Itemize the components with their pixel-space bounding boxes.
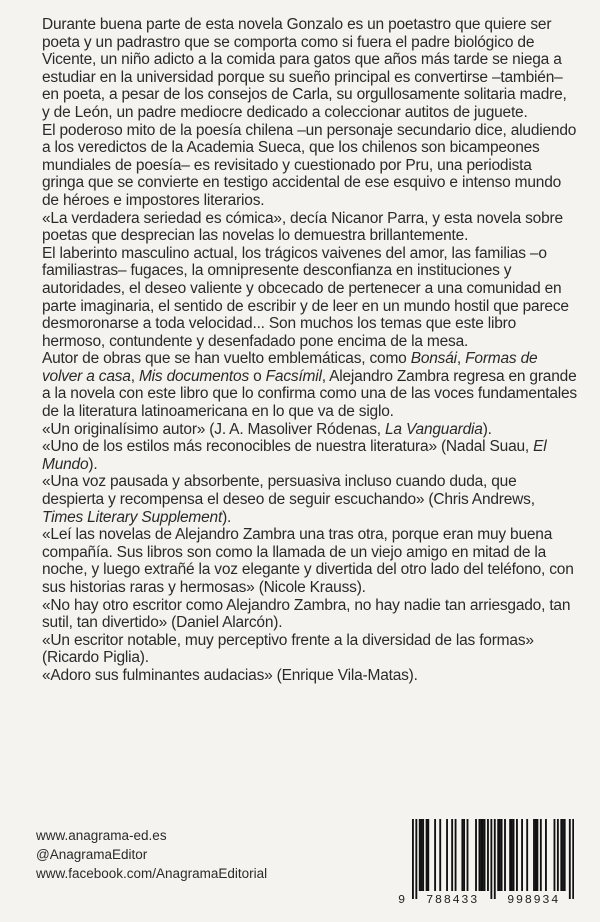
barcode-bar [504, 819, 506, 891]
barcode-bar [482, 819, 484, 891]
barcode-bar [422, 819, 424, 891]
text-run: «No hay otro escritor como Alejandro Zambra, no hay nadie tan arriesgado, tan sutil, tan divertido» (Daniel Alarcón). [42, 596, 571, 632]
paragraph [42, 473, 577, 526]
barcode-bar [455, 819, 457, 891]
text-run: , Alejandro Zambra regresa en grande a la novela con este libro que lo confirma como una de las voces fundamentales de la literatura latinoamericana en lo que va de siglo. [42, 367, 577, 421]
barcode-bar [475, 819, 477, 891]
barcode-bar [479, 819, 481, 891]
barcode-bar [463, 819, 465, 891]
barcode-bar [480, 819, 482, 891]
text-run: El laberinto masculino actual, los trágicos vaivenes del amor, las familias –o familiastras– fugaces, la omnipresente desconfianza en instituciones y autoridades, el deseo valiente y obcecado de pertenecer a una comunidad en parte imaginaria, el sentido de escribir y de leer en un mundo hostil que parece desmoronarse a toda velocidad... Son muchos los temas que este libro hermoso, contundente y desenfadado pone encima de la mesa. [42, 244, 569, 350]
barcode-bar [533, 819, 535, 891]
barcode-bar [572, 819, 574, 899]
barcode-bar [569, 819, 571, 899]
paragraph [42, 421, 577, 439]
barcode-bar [557, 819, 559, 891]
text-run: «Una voz pausada y absorbente, persuasiva incluso cuando duda, que despierta y recompensa el deseo de seguir escuchando» (Chris Andrews, [42, 473, 535, 509]
text-run: , [456, 350, 466, 368]
social-handle[interactable]: @AnagramaEditor [36, 847, 148, 862]
italic-title: El Mundo [42, 438, 547, 473]
barcode-bar [487, 819, 489, 891]
barcode-bar [426, 819, 428, 891]
barcode-bar [536, 819, 538, 891]
italic-title: Times Literary Supplement [42, 508, 223, 526]
paragraph [42, 122, 577, 210]
blurb-text [42, 16, 577, 685]
barcode-bar [521, 819, 523, 891]
website-link[interactable]: www.anagrama-ed.es [36, 828, 167, 843]
text-run: El poderoso mito de la poesía chilena –un personaje secundario dice, aludiendo a los veredictos de la Academia Sueca, que los chilenos son bicampeones mundiales de poesía– es revisitado y cuestionado por Pru, una periodista gringa que se convierte en testigo accidental de ese esquivo e intenso mundo de héroes e impostores literarios. [42, 121, 577, 209]
barcode-bar [560, 819, 562, 891]
paragraph [42, 438, 577, 473]
barcode-bar [490, 819, 492, 899]
barcode-bar [494, 819, 496, 899]
barcode-bars [398, 819, 574, 899]
publisher-info [36, 826, 267, 883]
text-run: ). [482, 420, 492, 438]
facebook-link[interactable]: www.facebook.com/AnagramaEditorial [36, 866, 268, 881]
text-run: «La verdadera seriedad es cómica», decía Nicanor Parra, y esta novela sobre poetas que desprecian las novelas lo demuestra brillantemente. [42, 209, 563, 245]
text-run: Durante buena parte de esta novela Gonzalo es un poetastro que quiere ser poeta y un padrastro que se comporta como si fuera el padre biológico de Vicente, un niño adicto a la comida para gatos que años más tarde se niega a estudiar en la universidad porque su sueño principal es convertirse –también– en poeta, a pesar de los consejos de Carla, su orgullosamente solitaria madre, y de León, un padre mediocre dedicado a coleccionar autitos de juguete. [42, 16, 567, 121]
paragraph [42, 667, 577, 685]
barcode-bar [497, 819, 499, 891]
barcode-bar [415, 819, 417, 899]
barcode-first-digit: 9 [398, 893, 406, 907]
barcode-bar [446, 819, 448, 891]
italic-title: Mis documentos [138, 367, 250, 385]
text-run: «Adoro sus fulminantes audacias» (Enrique Vila-Matas). [42, 666, 418, 684]
barcode-bar [554, 819, 556, 891]
text-run: Autor de obras que se han vuelto emblemáticas, como [42, 350, 411, 368]
barcode-bar [509, 819, 511, 891]
barcode-bar [516, 819, 518, 891]
text-run: , [130, 367, 139, 385]
barcode-bar [499, 819, 501, 891]
paragraph [42, 16, 577, 122]
barcode-bar [564, 819, 566, 891]
paragraph [42, 632, 577, 667]
text-run: «Uno de los estilos más reconocibles de nuestra literatura» (Nadal Suau, [42, 438, 534, 456]
text-run: ). [88, 455, 98, 473]
barcode-bar [526, 819, 528, 891]
barcode-bar [562, 819, 564, 891]
isbn-barcode [398, 819, 574, 911]
paragraph [42, 210, 577, 245]
barcode-bar [545, 819, 547, 891]
barcode-bar [439, 819, 441, 891]
paragraph [42, 597, 577, 632]
barcode-left-group: 788433 [426, 893, 479, 907]
text-run: «Leí las novelas de Alejandro Zambra una tras otra, porque eran muy buena compañía. Sus libros son como la llamada de un viejo amigo en mitad de la noche, y luego extrañé la voz elegante y divertida del otro lado del teléfono, con sus historias raras y hermosas» (Nicole Krauss). [42, 526, 574, 596]
barcode-bar [484, 819, 486, 891]
paragraph [42, 350, 577, 420]
barcode-bar [511, 819, 513, 891]
text-run: ). [222, 508, 232, 526]
barcode-bar [513, 819, 515, 891]
italic-title: Formas de volver a casa [42, 350, 538, 385]
barcode-right-group: 998934 [507, 893, 560, 907]
barcode-bar [501, 819, 503, 891]
italic-title: La Vanguardia [385, 420, 483, 438]
barcode-bar [535, 819, 537, 891]
barcode-bar [451, 819, 453, 891]
paragraph [42, 245, 577, 351]
barcode-digits [398, 893, 574, 907]
barcode-bar [421, 819, 423, 891]
italic-title: Facsímil [265, 367, 322, 385]
paragraph [42, 526, 577, 596]
barcode-bar [412, 819, 414, 899]
barcode-bar [419, 819, 421, 891]
barcode-bar [434, 819, 436, 891]
text-run: «Un escritor notable, muy perceptivo frente a la diversidad de las formas» (Ricardo Piglia). [42, 631, 534, 667]
italic-title: Bonsái [410, 350, 457, 368]
text-run: o [249, 367, 266, 385]
barcode-bar [540, 819, 542, 891]
barcode-bar [461, 819, 463, 891]
barcode-bar [467, 819, 469, 891]
text-run: «Un originalísimo autor» (J. A. Masoliver Ródenas, [42, 420, 386, 438]
barcode-bar [427, 819, 429, 891]
